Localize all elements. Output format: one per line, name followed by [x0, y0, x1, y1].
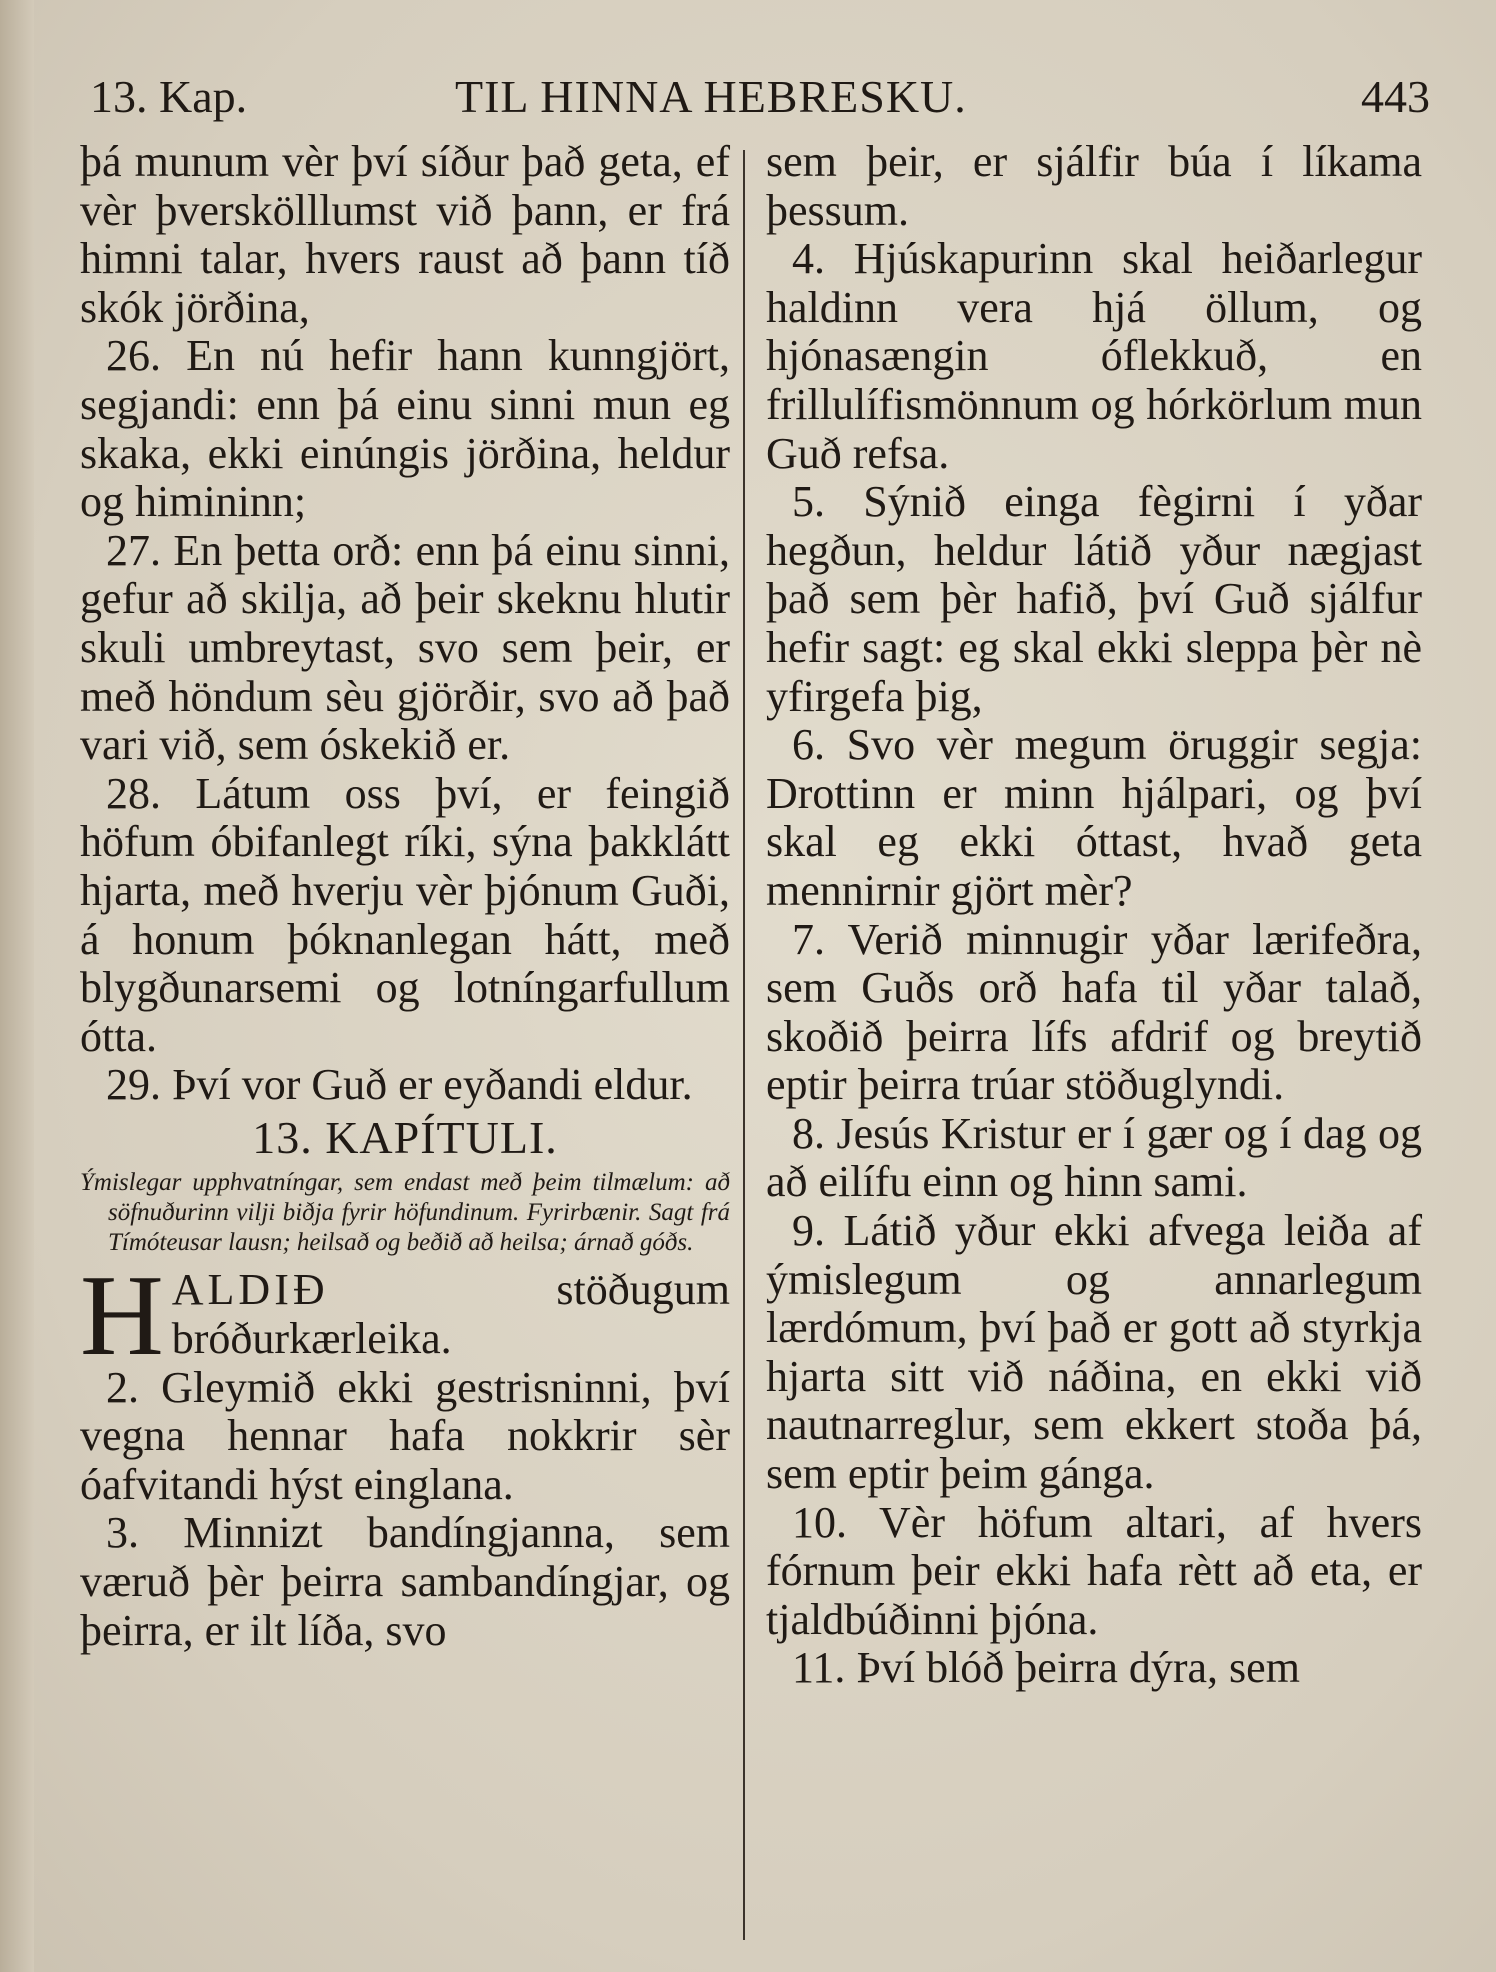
verse-1 [80, 1252, 730, 1381]
verse-9: 9. Látið yður ekki afvega leiða af ýmislegum og annarlegum lærdómum, því það er gott að styrkja hjarta sitt við náðina, en ekki við nautnarreglur, sem ekkert stoða þá, sem eptir þeim gánga. [766, 1206, 1422, 1499]
gutter-shadow [0, 0, 34, 1972]
column-divider [743, 150, 745, 1940]
verse-10: 10. Vèr höfum altari, af hvers fórnum þeir ekki hafa rètt að eta, er tjaldbúðinni þjóna. [766, 1497, 1422, 1644]
chapter-label: 13. Kap. [90, 71, 248, 122]
verse-1-smallcaps: ALDIÐ [171, 1265, 329, 1315]
right-column [766, 138, 1422, 1693]
verse-4: 4. Hjúskapurinn skal heiðarlegur haldinn vera hjá öllum, og hjónasængin óflekkuð, en frillulífismönnum og hórkörlum mun Guð refsa. [766, 234, 1422, 478]
verse-27: 27. En þetta orð: enn þá einu sinni, gefur að skilja, að þeir skeknu hlutir skuli umbreytast, svo sem þeir, er með höndum sèu gjörðir, svo að það vari við, sem óskekið er. [80, 525, 730, 770]
chapter-summary: Ýmislegar upphvatníngar, sem endast með þeim tilmælum: að söfnuðurinn vilji biðja fyrir höfundinum. Fyrirbænir. Sagt frá Tímóteusar lausn; heilsað og beðið að heilsa; árnað góðs. [80, 1169, 730, 1257]
drop-cap: H [80, 1252, 164, 1381]
left-column [80, 138, 730, 1655]
page-number: 443 [1361, 71, 1430, 122]
verse-3: 3. Minnizt bandíngjanna, sem væruð þèr þeirra sambandíngjar, og þeirra, er ilt líða, svo [80, 1508, 730, 1655]
continuation-paragraph: sem þeir, er sjálfir búa í líkama þessum. [766, 137, 1422, 235]
chapter-heading: 13. KAPÍTULI. [252, 1111, 558, 1163]
continuation-paragraph: þá munum vèr því síður það geta, ef vèr þverskölllumst við þann, er frá himni talar, hvers raust að þann tíð skók jörðina, [80, 137, 730, 332]
verse-2: 2. Gleymið ekki gestrisninni, því vegna hennar hafa nokkrir sèr óafvitandi hýst einglana. [80, 1362, 730, 1509]
verse-7: 7. Verið minnugir yðar lærifeðra, sem Guðs orð hafa til yðar talað, skoðið þeirra lífs afdrif og breytið eptir þeirra trúar stöðuglyndi. [766, 914, 1422, 1110]
verse-6: 6. Svo vèr megum öruggir segja: Drottinn er minn hjálpari, og því skal eg ekki óttast, hvað geta mennirnir gjört mèr? [766, 720, 1422, 915]
verse-8: 8. Jesús Kristur er í gær og í dag og að eilífu einn og hinn sami. [766, 1108, 1422, 1207]
running-header [90, 70, 1430, 130]
verse-26: 26. En nú hefir hann kunngjört, segjandi: enn þá einu sinni mun eg skaka, ekki einúngis jörðina, heldur og himininn; [80, 331, 730, 527]
verse-5: 5. Sýnið einga fègirni í yðar hegðun, heldur látið yður nægjast það sem þèr hafið, því Guð sjálfur hefir sagt: eg skal ekki sleppa þèr nè yfirgefa þig, [766, 477, 1422, 721]
verse-11: 11. Því blóð þeirra dýra, sem [792, 1643, 1300, 1693]
verse-28: 28. Látum oss því, er feingið höfum óbifanlegt ríki, sýna þakklátt hjarta, með hverju vèr þjónum Guði, á honum þóknanlegan hátt, með blygðunarsemi og lotníngarfullum ótta. [80, 768, 730, 1061]
verse-1-text: stöðugum bróðurkærleika. [171, 1265, 730, 1364]
verse-29: 29. Því vor Guð er eyðandi eldur. [106, 1060, 693, 1110]
book-title: TIL HINNA HEBRESKU. [455, 71, 967, 122]
